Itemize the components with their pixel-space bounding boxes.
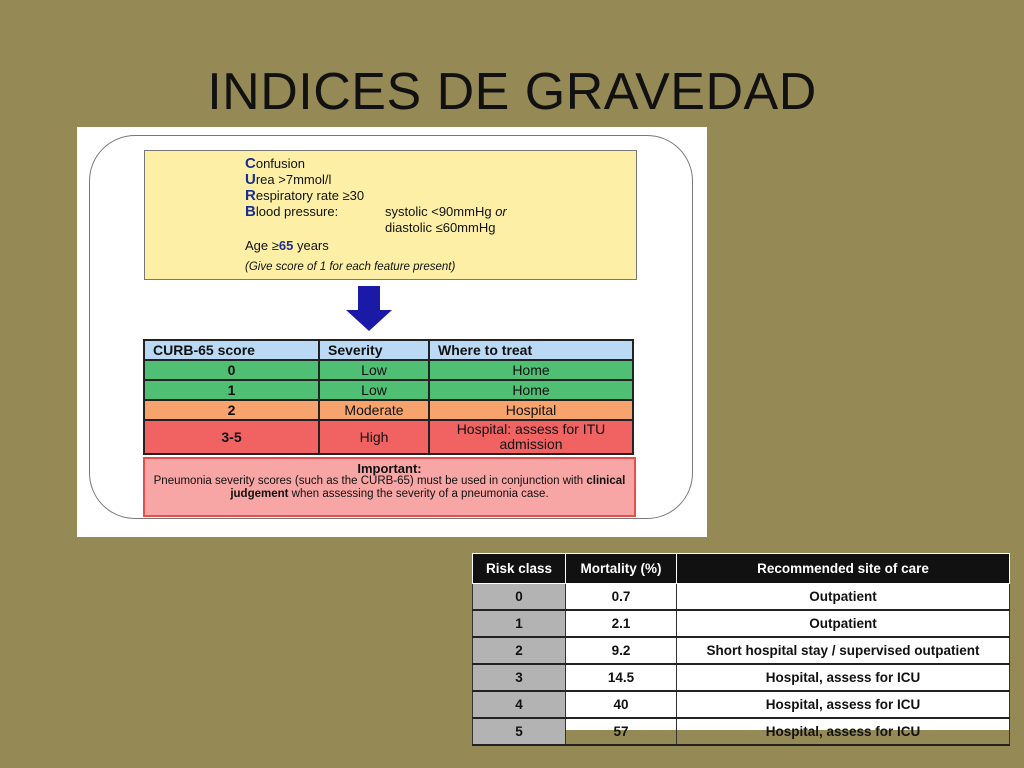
criterion-bp-diastolic: diastolic ≤60mmHg	[385, 220, 496, 235]
col-header-where: Where to treat	[429, 340, 633, 360]
cell-where: Home	[429, 360, 633, 380]
cell-mortality: 40	[566, 691, 677, 718]
table-row	[144, 360, 633, 380]
cell-severity: Moderate	[319, 400, 429, 420]
cell-risk-class: 1	[473, 610, 566, 637]
cell-site-of-care: Short hospital stay / supervised outpatient	[677, 637, 1010, 664]
criterion-blood-pressure: Blood pressure:	[245, 203, 339, 220]
cell-severity: Low	[319, 380, 429, 400]
psi-risk-table	[472, 553, 1010, 746]
col-header-score: CURB-65 score	[144, 340, 319, 360]
psi-figure	[472, 553, 1010, 739]
cell-mortality: 57	[566, 718, 677, 745]
criterion-bp-systolic: systolic <90mmHg or	[385, 204, 507, 219]
table-row	[144, 400, 633, 420]
table-row	[144, 420, 633, 454]
table-row	[473, 637, 1010, 664]
cell-site-of-care: Hospital, assess for ICU	[677, 718, 1010, 745]
cell-mortality: 14.5	[566, 664, 677, 691]
cell-risk-class: 5	[473, 718, 566, 745]
curb65-criteria-box	[144, 150, 637, 280]
cell-severity: High	[319, 420, 429, 454]
col-header-risk-class: Risk class	[473, 554, 566, 584]
table-row	[473, 610, 1010, 637]
col-header-mortality: Mortality (%)	[566, 554, 677, 584]
cell-where: Hospital: assess for ITU admission	[429, 420, 633, 454]
cell-score: 0	[144, 360, 319, 380]
cell-mortality: 0.7	[566, 584, 677, 611]
cell-risk-class: 2	[473, 637, 566, 664]
criterion-respiratory-rate: Respiratory rate ≥30	[245, 187, 365, 204]
cell-score: 1	[144, 380, 319, 400]
cell-site-of-care: Hospital, assess for ICU	[677, 664, 1010, 691]
table-row	[473, 584, 1010, 611]
criterion-confusion: Confusion	[245, 155, 305, 172]
important-note-box	[143, 457, 636, 517]
curb65-table	[143, 339, 634, 455]
col-header-site-of-care: Recommended site of care	[677, 554, 1010, 584]
cell-mortality: 2.1	[566, 610, 677, 637]
cell-score: 2	[144, 400, 319, 420]
cell-where: Home	[429, 380, 633, 400]
criterion-age: Age ≥65 years	[245, 238, 329, 253]
cell-risk-class: 4	[473, 691, 566, 718]
table-row	[144, 380, 633, 400]
down-arrow-icon	[344, 286, 394, 332]
cell-site-of-care: Outpatient	[677, 584, 1010, 611]
cell-score: 3-5	[144, 420, 319, 454]
table-row	[473, 718, 1010, 745]
cell-risk-class: 3	[473, 664, 566, 691]
curb65-header-row	[144, 340, 633, 360]
cell-severity: Low	[319, 360, 429, 380]
curb65-figure	[77, 127, 707, 537]
cell-mortality: 9.2	[566, 637, 677, 664]
important-text: Pneumonia severity scores (such as the CURB-65) must be used in conjunction with clinical judgement when assessing the severity of a pneumonia case.	[153, 475, 626, 500]
table-row	[473, 664, 1010, 691]
cell-site-of-care: Hospital, assess for ICU	[677, 691, 1010, 718]
psi-header-row	[473, 554, 1010, 584]
slide-title: INDICES DE GRAVEDAD	[207, 63, 817, 121]
cell-where: Hospital	[429, 400, 633, 420]
cell-risk-class: 0	[473, 584, 566, 611]
table-row	[473, 691, 1010, 718]
important-title: Important:	[357, 461, 422, 476]
criterion-urea: Urea >7mmol/l	[245, 171, 332, 188]
col-header-severity: Severity	[319, 340, 429, 360]
cell-site-of-care: Outpatient	[677, 610, 1010, 637]
criteria-note: (Give score of 1 for each feature present)	[245, 261, 456, 273]
